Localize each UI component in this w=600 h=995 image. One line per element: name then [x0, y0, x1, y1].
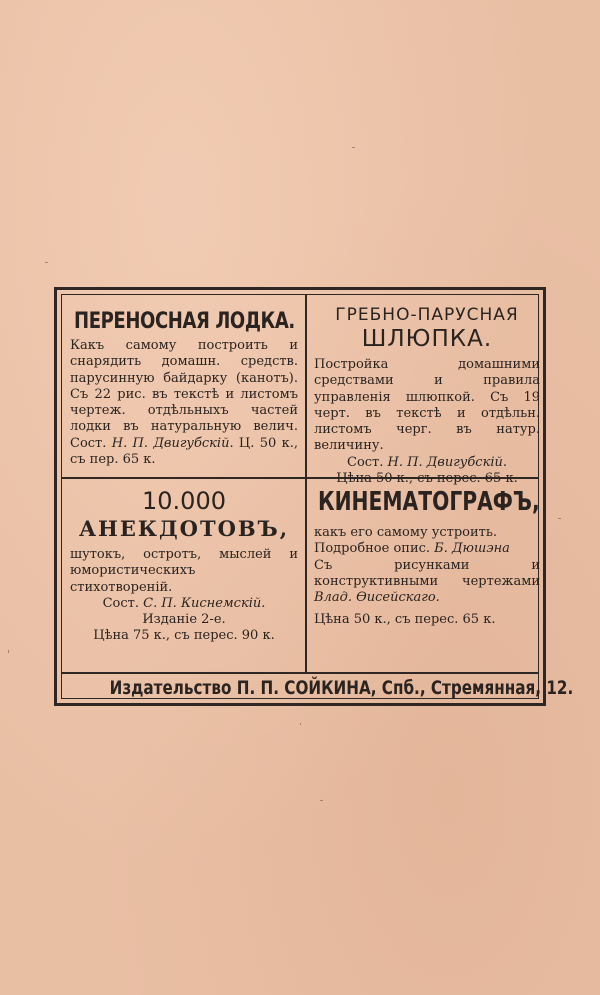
ad-cinematograph-line2: [314, 541, 540, 557]
ad-cinematograph-title: КИНЕМАТОГРАФЪ,: [318, 487, 540, 517]
ad-rowing-sailboat-author: Н. П. Двигубскій.: [387, 454, 507, 470]
ad-portable-boat: [70, 305, 298, 468]
ad-portable-boat-price: . Ц. 50 к., съ пер. 65 к.: [70, 435, 298, 468]
ad-anecdotes-edition: Изданіе 2-е.: [142, 612, 226, 628]
ad-rowing-sailboat-author-line: [314, 455, 540, 471]
ad-rowing-sailboat: [314, 305, 540, 487]
ad-anecdotes-price: Цѣна 75 к., съ перес. 90 к.: [93, 628, 275, 644]
column-divider: [305, 295, 307, 672]
ad-cinematograph-line1: какъ его самому устроить.: [314, 525, 498, 540]
advertisement-frame: [54, 287, 574, 706]
ad-anecdotes-number: 10.000: [142, 487, 226, 515]
ad-rowing-sailboat-desc: Постройка домашними средствами и правила управленія шлюпкой. Съ 19 черт. въ текстѣ и отдѣльн. листомъ черг. въ натур. величину.: [314, 357, 540, 454]
ad-anecdotes: [70, 487, 298, 645]
ad-anecdotes-author: С. П. Киснемскій.: [143, 595, 266, 611]
footer-divider: [62, 672, 538, 674]
ad-cinematograph-price: Цѣна 50 к., съ перес. 65 к.: [314, 612, 496, 628]
ad-rowing-sailboat-price: Цѣна 50 к., съ перес. 65 к.: [336, 471, 518, 487]
ad-cinematograph: [314, 487, 540, 629]
ad-anecdotes-title: АНЕКДОТОВЪ,: [78, 516, 290, 541]
ad-cinematograph-desc: [314, 558, 540, 607]
advertisement-inner-frame: [61, 294, 574, 699]
ad-cinematograph-line2-prefix: Подробное опис.: [314, 541, 431, 557]
ad-rowing-sailboat-author-prefix: Сост.: [347, 454, 384, 470]
ad-anecdotes-author-line: [70, 596, 298, 612]
ad-portable-boat-title: ПЕРЕНОСНАЯ ЛОДКА.: [74, 309, 295, 334]
ad-cinematograph-desc-text: Съ рисунками и конструктивными чертежами: [314, 557, 540, 589]
ad-anecdotes-author-prefix: Сост.: [102, 595, 139, 611]
ad-rowing-sailboat-title-2: ШЛЮПКА.: [361, 326, 493, 352]
ad-cinematograph-line2-author: Б. Дюшэна: [434, 541, 510, 557]
publisher-footer: Издательство П. П. СОЙКИНА, Спб., Стремянная, 12.: [109, 677, 574, 699]
ad-anecdotes-desc: шутокъ, остротъ, мыслей и юмористическихъ стихотвореній.: [70, 547, 298, 595]
ad-portable-boat-desc: Какъ самому построить и снарядить домашн. средств. парусинную байдарку (канотъ). Съ 22 рис. въ текстѣ и листомъ чертеж. отдѣльныхъ частей лодки въ натуральную велич. Сост.: [70, 338, 298, 451]
ad-rowing-sailboat-title-1: ГРЕБНО-ПАРУСНАЯ: [335, 305, 519, 325]
ad-portable-boat-author: Н. П. Двигубскій: [111, 435, 230, 451]
ad-portable-boat-text: [70, 338, 298, 468]
ad-cinematograph-author: Влад. Ѳисейскаго.: [314, 590, 440, 606]
